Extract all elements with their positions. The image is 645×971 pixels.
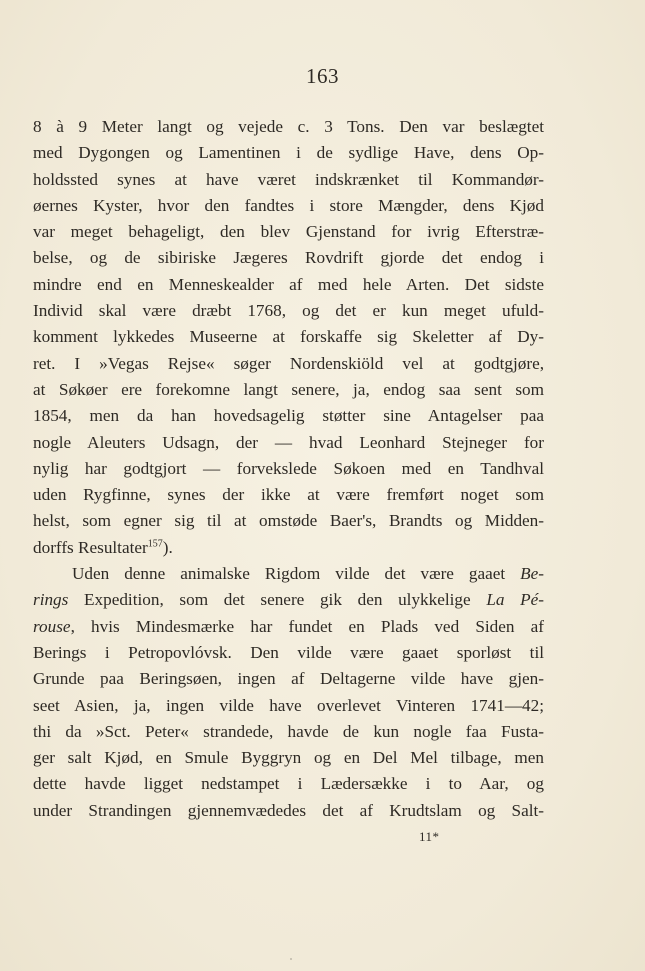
footnote-reference: 157 [147,538,163,550]
text-fragment: dorffs Resultater [33,537,148,557]
text-line: seet Asien, ja, ingen vilde have overlevet Vinteren 1741—42; [33,695,544,715]
text-line: belse, og de sibiriske Jægeres Rovdrift gjorde det endog i [33,248,544,268]
text-line: øernes Kyster, hvor den fandtes i store Mængder, dens Kjød [33,195,544,215]
text-line-paragraph-start [33,561,544,587]
text-line: 8 à 9 Meter langt og vejede c. 3 Tons. Den var beslægtet [33,117,544,136]
text-line: var meget behageligt, den blev Gjenstand for ivrig Efterstræ- [33,222,544,242]
text-line: Berings i Petropovlóvsk. Den vilde være gaaet sporløst til [33,642,544,662]
text-line: med Dygongen og Lamentinen i de sydlige Have, dens Op- [33,143,544,163]
text-line: holdssted synes at have været indskrænket til Kommandør- [33,169,544,189]
text-fragment: Expedition, som det senere gik den ulykkelige [84,590,471,610]
italic-name: La Pé- [486,590,544,610]
text-fragment: , hvis Mindesmærke har fundet en Plads ved Siden af [70,616,544,636]
text-line: ger salt Kjød, en Smule Byggryn og en Del Mel tilbage, men [33,748,544,768]
text-line [33,587,544,613]
text-line: nogle Aleuters Udsagn, der — hvad Leonhard Stejneger for [33,432,544,452]
text-line: helst, som egner sig til at omstøde Baer's, Brandts og Midden- [33,511,544,531]
text-line: mindre end en Menneskealder af med hele Arten. Det sidste [33,274,544,294]
text-line: Grunde paa Beringsøen, ingen af Deltagerne vilde have gjen- [33,669,544,689]
body-text [33,114,544,824]
signature-mark: 11* [419,829,440,844]
italic-name: Be- [520,564,545,584]
text-line: under Strandingen gjennemvædedes det af Krudtslam og Salt- [33,800,544,820]
text-fragment: ). [162,537,173,557]
text-line: 1854, men da han hovedsagelig støtter sine Antagelser paa [33,406,544,426]
text-line: komment lykkedes Museerne at forskaffe sig Skeletter af Dy- [33,327,544,347]
italic-name: rings [33,590,69,610]
text-line: Individ skal være dræbt 1768, og det er kun meget ufuld- [33,301,544,321]
text-line: ret. I »Vegas Rejse« søger Nordenskiöld vel at godtgjøre, [33,353,544,373]
italic-name: rouse [33,616,71,636]
text-line: uden Rygfinne, synes der ikke at være fremført noget som [33,485,544,505]
text-line: dette havde ligget nedstampet i Lædersække i to Aar, og [33,774,544,794]
text-line: thi da »Sct. Peter« strandede, havde de kun nogle faa Fusta- [33,721,544,741]
text-fragment: Uden denne animalske Rigdom vilde det være gaaet [72,564,506,584]
paper-speck [290,958,292,960]
text-line: at Søkøer ere forekomne langt senere, ja, endog saa sent som [33,379,544,399]
text-line [33,614,544,640]
text-line-footnote [33,535,544,561]
text-line: nylig har godtgjort — forvekslede Søkoen med en Tandhval [33,458,544,478]
page-number: 163 [306,64,339,88]
